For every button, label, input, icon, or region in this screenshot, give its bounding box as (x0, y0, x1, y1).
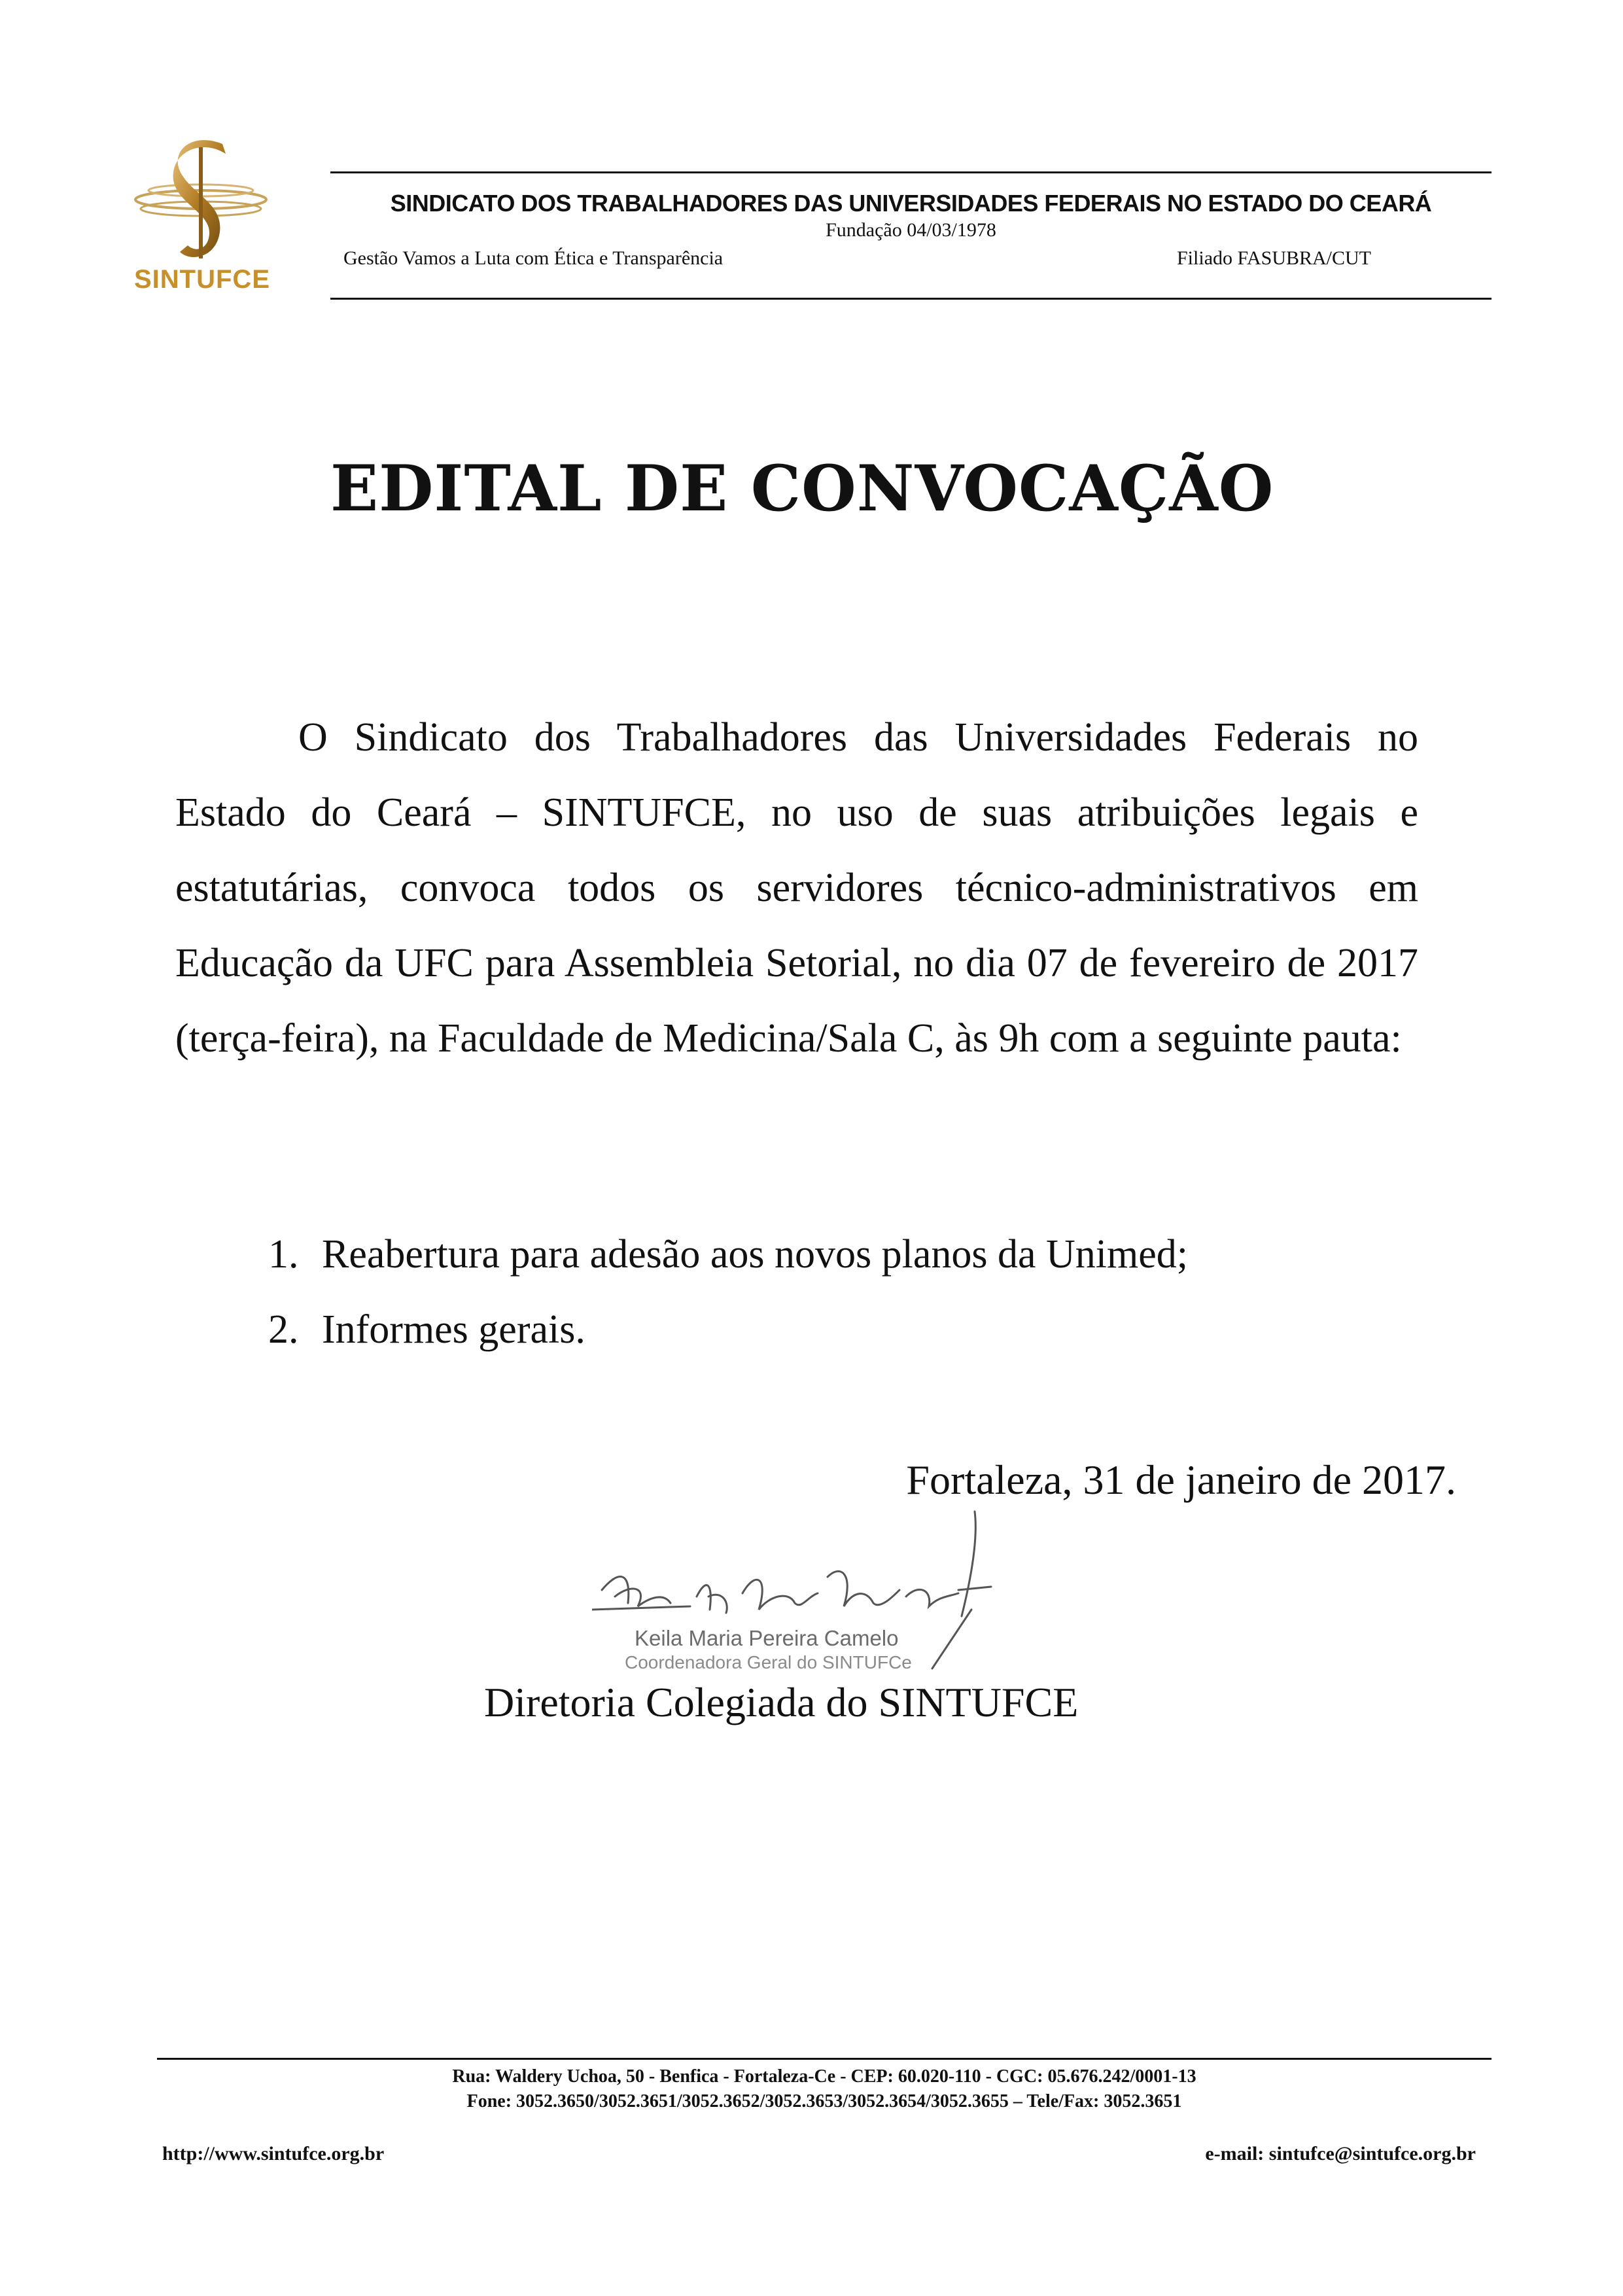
phone-line: Fone: 3052.3650/3052.3651/3052.3652/3052.3653/3052.3654/3052.3655 – Tele/Fax: 3052.3651 (466, 2091, 1182, 2111)
signature-role: Coordenadora Geral do SINTUFCe (625, 1652, 912, 1672)
signature-name: Keila Maria Pereira Camelo (635, 1626, 899, 1650)
logo-text: SINTUFCE (134, 265, 270, 294)
convocation-paragraph: O Sindicato dos Trabalhadores das Universidades Federais no Estado do Ceará – SINTUFCE, no uso de suas atribuições legais e estatutárias, convoca todos os servidores técnico-administrativos em Educação da UFC para Assembleia Setorial, no dia 07 de fevereiro de 2017 (terça-feira), na Faculdade de Medicina/Sala C, às 9h com a seguinte pauta: (175, 715, 1418, 1061)
signatory: Diretoria Colegiada do SINTUFCE (484, 1679, 1079, 1725)
header-top-rule (330, 171, 1492, 173)
page-title: EDITAL DE CONVOCAÇÃO (330, 451, 1274, 525)
list-item (268, 1217, 1188, 1292)
website-link[interactable]: http://www.sintufce.org.br (162, 2143, 385, 2164)
management-motto: Gestão Vamos a Luta com Ética e Transparência (343, 247, 724, 269)
footer-address (157, 2064, 1492, 2114)
list-item-text: Reabertura para adesão aos novos planos da Unimed; (322, 1232, 1188, 1277)
date-line: Fortaleza, 31 de janeiro de 2017. (906, 1457, 1456, 1503)
list-item-text: Informes gerais. (322, 1307, 585, 1352)
footer-rule (157, 2058, 1492, 2060)
list-item-number: 2. (268, 1307, 299, 1352)
founded-date: Fundação 04/03/1978 (826, 219, 996, 241)
address-line: Rua: Waldery Uchoa, 50 - Benfica - Fortaleza-Ce - CEP: 60.020-110 - CGC: 05.676.242/0001-13 (452, 2066, 1196, 2087)
agenda-list (268, 1217, 1188, 1368)
organization-name: SINDICATO DOS TRABALHADORES DAS UNIVERSIDADES FEDERAIS NO ESTADO DO CEARÁ (390, 190, 1432, 217)
list-item-number: 1. (268, 1232, 299, 1277)
affiliation: Filiado FASUBRA/CUT (1177, 247, 1371, 269)
header-bottom-rule (330, 298, 1492, 300)
list-item (268, 1292, 1188, 1368)
email-link[interactable]: e-mail: sintufce@sintufce.org.br (1205, 2143, 1476, 2164)
